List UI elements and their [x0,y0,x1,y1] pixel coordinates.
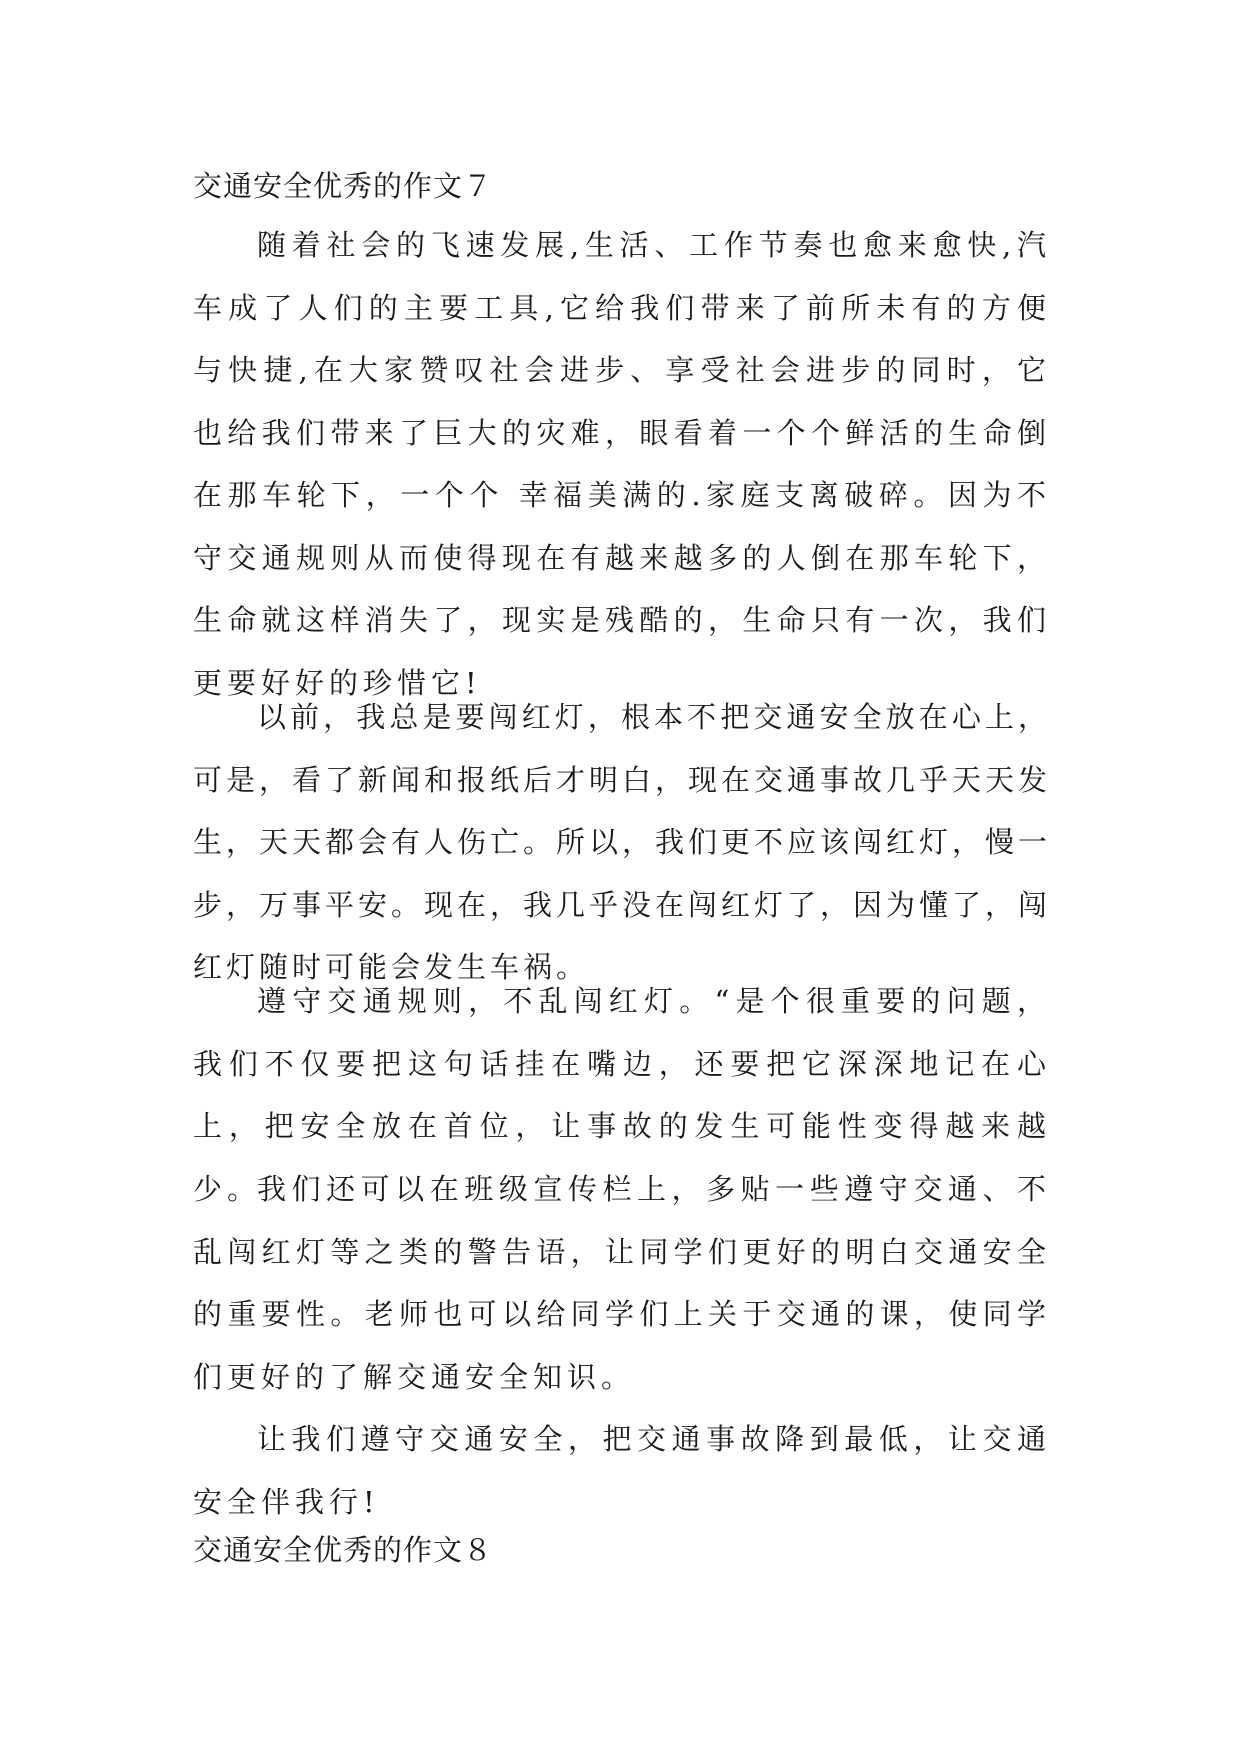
essay-heading-7: 交通安全优秀的作文７ [193,169,494,203]
essay-heading-8: 交通安全优秀的作文８ [193,1533,494,1567]
paragraph-1: 随着社会的飞速发展,生活、工作节奏也愈来愈快,汽车成了人们的主要工具,它给我们带来了前所未有的方便与快捷,在大家赞叹社会进步、享受社会进步的同时，它也给我们带来了巨大的灾难，眼看着一个个鲜活的生命倒在那车轮下，一个个 幸福美满的.家庭支离破碎。因为不守交通规则从而使得现在有越来越多的人倒在那车轮下，生命就这样消失了，现实是残酷的，生命只有一次，我们更要好好的珍惜它! [193,228,1051,700]
paragraph-5: 让我们遵守交通安全，把交通事故降到最低，让交通安全伴我行! [193,1422,1051,1519]
paragraph-4: 我们还可以在班级宣传栏上，多贴一些遵守交通、不乱闯红灯等之类的警告语，让同学们更好的明白交通安全的重要性。老师也可以给同学们上关于交通的课，使同学们更好的了解交通安全知识。 [193,1172,1051,1394]
paragraph-2: 以前，我总是要闯红灯，根本不把交通安全放在心上，可是，看了新闻和报纸后才明白，现在交通事故几乎天天发生，天天都会有人伤亡。所以，我们更不应该闯红灯，慢一步，万事平安。现在，我几乎没在闯红灯了，因为懂了，闯红灯随时可能会发生车祸。 [193,700,1052,984]
paragraph-3: 遵守交通规则，不乱闯红灯。“是个很重要的问题，我们不仅要把这句话挂在嘴边，还要把它深深地记在心上，把安全放在首位，让事故的发生可能性变得越来越少。 [193,984,1051,1206]
